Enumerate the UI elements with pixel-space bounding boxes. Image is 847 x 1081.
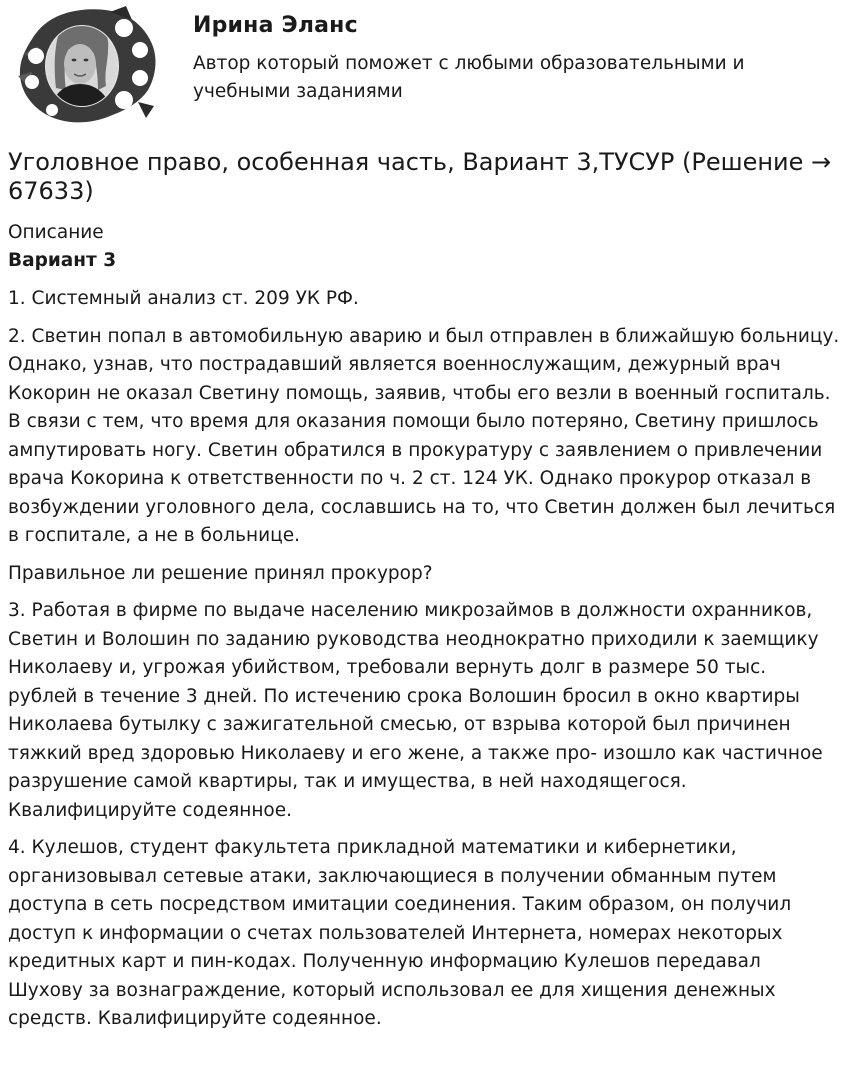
description-label: Описание xyxy=(8,222,104,243)
document-content xyxy=(8,148,839,1034)
author-description: Автор который поможет с любыми образовательными и учебными заданиями xyxy=(193,53,745,102)
task-paragraph: 1. Системный анализ ст. 209 УК РФ. xyxy=(8,288,359,309)
author-name[interactable]: Ирина Эланс xyxy=(193,13,358,38)
task-paragraph: 2. Светин попал в автомобильную аварию и был отправлен в ближайшую больницу. Однако, узнав, что пострадавший является военнослужащим, дежурный врач Кокорин не оказал Светину помощь, заявив, чтобы его везли в военный госпиталь. В связи с тем, что время для оказания помощи было потеряно, Светину пришлось ампутировать ногу. Светин обратился в прокуратуру с заявлением о привлечении врача Кокорина к ответственности по ч. 2 ст. 124 УК. Однако прокурор отказал в возбуждении уголовного дела, сославшись на то, что Светин должен был лечиться в госпитале, а не в больнице. xyxy=(8,325,840,546)
task-question: Правильное ли решение принял прокурор? xyxy=(8,562,433,584)
page-title: Уголовное право, особенная часть, Вариант 3,ТУСУР (Решение → 67633) xyxy=(8,148,832,205)
task-paragraph: 3. Работая в фирме по выдаче населению микрозаймов в должности охранников, Светин и Волошин по заданию руководства неоднократно приходили к заемщику Николаеву и, угрожая убийством, требовали вернуть долг в размере 50 тыс. рублей в течение 3 дней. По истечению срока Волошин бросил в окно квартиры Николаева бутылку с зажигательной смесью, от взрыва которой был причинен тяжкий вред здоровью Николаеву и его жене, а также про- изошло как частичное разрушение самой квартиры, так и имущества, в ней находящегося. Квалифицируйте содеянное. xyxy=(8,600,823,821)
author-avatar[interactable] xyxy=(14,6,160,124)
author-header xyxy=(8,0,839,128)
task-paragraph: 4. Кулешов, студент факультета прикладной математики и кибернетики, организовывал сетевые атаки, заключающиеся в получении обманным путем доступа в сеть посредством имитации соединения. Таким образом, он получил доступ к информации о счетах пользователей Интернета, номерах некоторых кредитных карт и пин-кодах. Полученную информацию Кулешов передавал Шухову за вознаграждение, который использовал ее для хищения денежных средств. Квалифицируйте содеянное. xyxy=(8,837,792,1029)
variant-label: Вариант 3 xyxy=(8,250,117,271)
